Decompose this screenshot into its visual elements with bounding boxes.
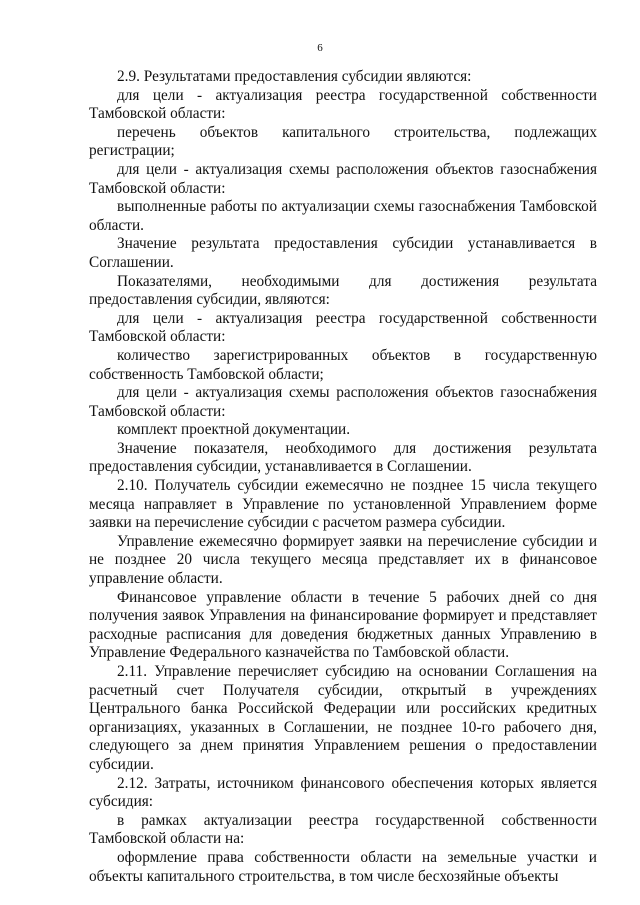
paragraph-costs-ownership: оформление права собственности области на земельные участки и объекты капитального строительства, в том числе бесхозяйные объекты — [89, 848, 597, 885]
document-body — [89, 68, 597, 886]
paragraph-indicator-count: количество зарегистрированных объектов в государственную собственность Тамбовской области; — [89, 346, 597, 383]
paragraph-indicators: Показателями, необходимыми для достижения результата предоставления субсидии, являются: — [89, 272, 597, 309]
paragraph-result-works: выполненные работы по актуализации схемы газоснабжения Тамбовской области. — [89, 198, 597, 234]
paragraph-costs-registry: в рамках актуализации реестра государственной собственности Тамбовской области на: — [89, 811, 597, 848]
paragraph-goal-registry: для цели - актуализация реестра государственной собственности Тамбовской области: — [89, 86, 597, 123]
paragraph-2-12: 2.12. Затраты, источником финансового обеспечения которых является субсидия: — [89, 774, 597, 811]
paragraph-management-requests: Управление ежемесячно формирует заявки на перечисление субсидии и не позднее 20 числа текущего месяца представляет их в финансовое управление области. — [89, 532, 597, 588]
page-number: 6 — [317, 42, 323, 54]
paragraph-indicator-goal-gas-scheme: для цели - актуализация схемы расположения объектов газоснабжения Тамбовской области: — [89, 384, 597, 420]
paragraph-indicator-goal-registry: для цели - актуализация реестра государственной собственности Тамбовской области: — [89, 309, 597, 346]
paragraph-2-11: 2.11. Управление перечисляет субсидию на основании Соглашения на расчетный счет Получателя субсидии, открытый в учреждениях Центрального банка Российской Федерации или российских кредитных организациях, указанных в Соглашении, не позднее 10-го рабочего дня, следующего за днем принятия Управлением решения о предоставлении субсидии. — [89, 663, 597, 773]
paragraph-indicator-value: Значение показателя, необходимого для достижения результата предоставления субсидии, устанавливается в Соглашении. — [89, 439, 597, 476]
paragraph-finance-department: Финансовое управление области в течение 5 рабочих дней со дня получения заявок Управления на финансирование формирует и представляет расходные расписания для доведения бюджетных данных Управлению в Управление Федерального казначейства по Тамбовской области. — [89, 588, 597, 662]
paragraph-indicator-documentation: комплект проектной документации. — [117, 421, 351, 439]
paragraph-result-value: Значение результата предоставления субсидии устанавливается в Соглашении. — [89, 235, 597, 271]
paragraph-result-list: перечень объектов капитального строительства, подлежащих регистрации; — [89, 123, 597, 160]
paragraph-2-10: 2.10. Получатель субсидии ежемесячно не позднее 15 числа текущего месяца направляет в Управление по установленной Управлением форме заявки на перечисление субсидии с расчетом размера субсидии. — [89, 477, 597, 532]
paragraph-goal-gas-scheme: для цели - актуализация схемы расположения объектов газоснабжения Тамбовской области: — [89, 160, 597, 197]
paragraph-2-9: 2.9. Результатами предоставления субсидии являются: — [117, 68, 472, 85]
